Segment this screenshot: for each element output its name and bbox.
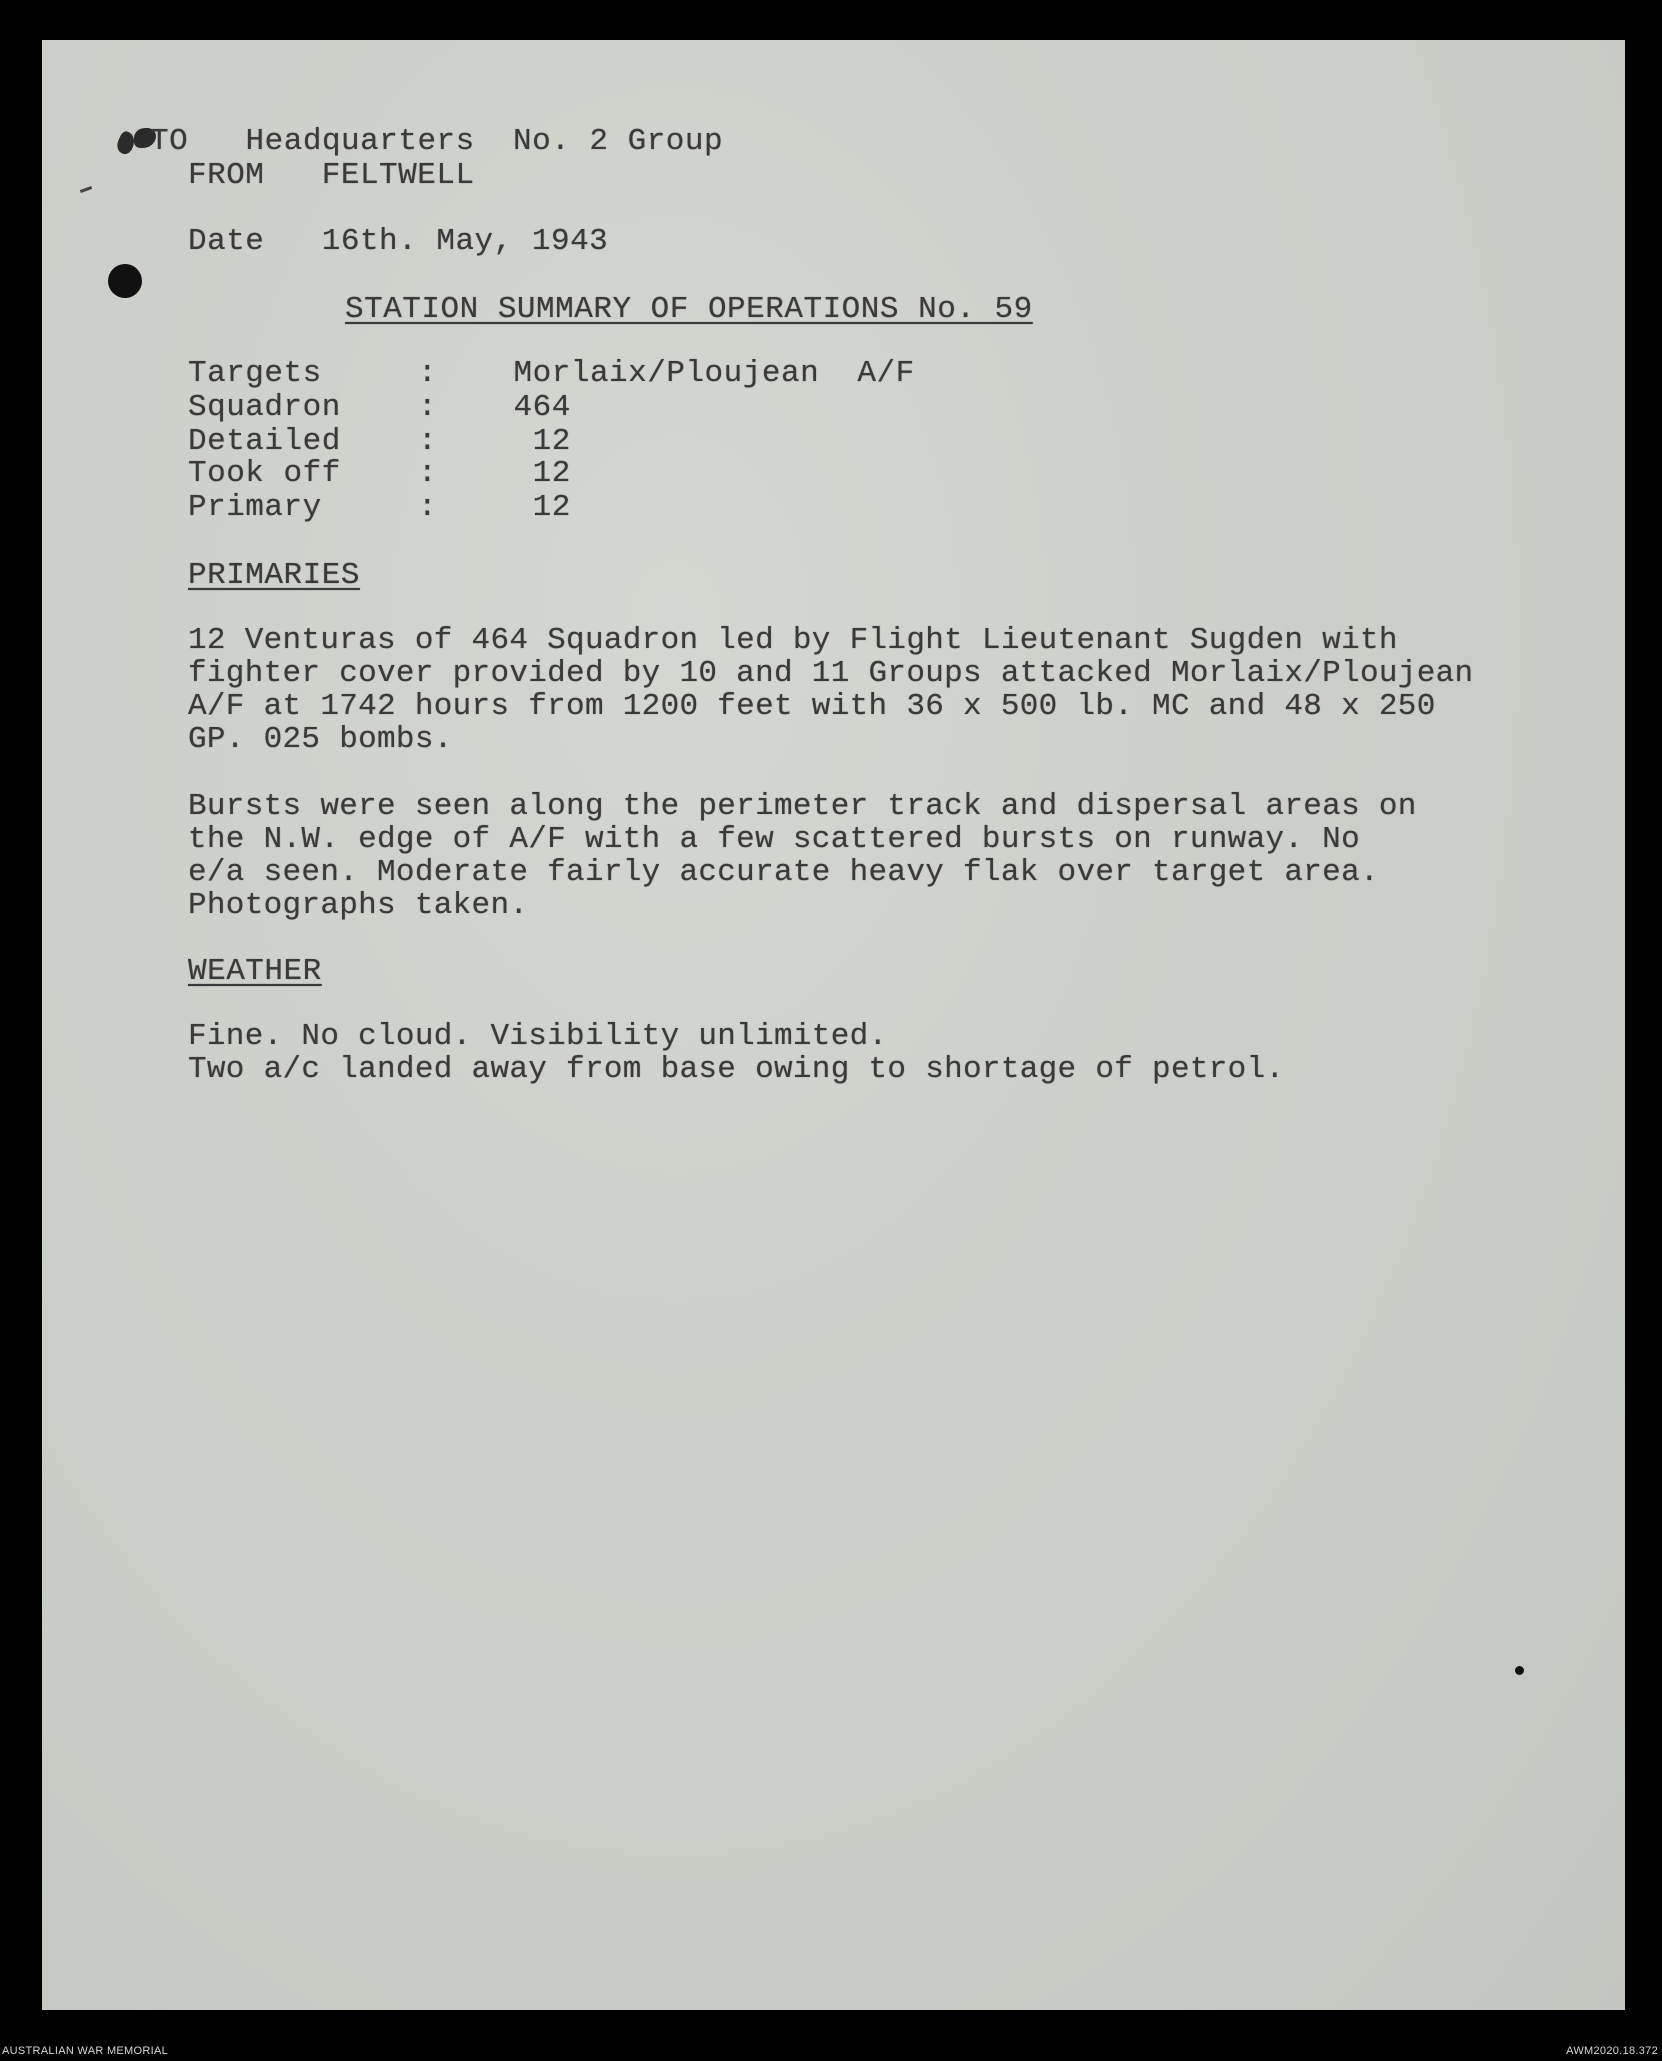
punch-hole <box>1515 1666 1524 1675</box>
date-line <box>188 224 608 260</box>
from-value: FELTWELL <box>321 158 475 193</box>
summary-value: 12 <box>513 456 571 491</box>
primaries-heading: PRIMARIES <box>188 558 360 593</box>
summary-sep: : <box>418 456 438 491</box>
summary-row-took-off <box>188 456 571 492</box>
summary-row-squadron <box>188 390 571 426</box>
primaries-paragraph-2: Bursts were seen along the perimeter track and dispersal areas on the N.W. edge of A/F with a few scattered bursts on runway. No e/a seen. Moderate fairly accurate heavy flak over target area. Photographs taken. <box>188 789 1417 923</box>
summary-label: Primary <box>188 490 322 525</box>
summary-value: Morlaix/Ploujean A/F <box>513 356 915 391</box>
date-value: 16th. May, 1943 <box>321 224 609 259</box>
punch-hole <box>108 264 142 298</box>
document-title: STATION SUMMARY OF OPERATIONS No. 59 <box>345 292 1033 327</box>
weather-paragraph: Fine. No cloud. Visibility unlimited. Two a/c landed away from base owing to shortage of petrol. <box>188 1019 1285 1087</box>
from-label: FROM <box>188 158 265 193</box>
summary-sep: : <box>418 390 438 425</box>
summary-value: 12 <box>513 424 571 459</box>
summary-sep: : <box>418 356 438 391</box>
summary-label: Squadron <box>188 390 341 425</box>
summary-label: Took off <box>188 456 341 491</box>
weather-heading: WEATHER <box>188 954 322 989</box>
to-label: TO <box>150 124 189 159</box>
summary-value: 12 <box>513 490 571 525</box>
summary-row-primary <box>188 490 571 526</box>
summary-row-targets <box>188 356 915 392</box>
to-value: Headquarters No. 2 Group <box>245 124 724 159</box>
footer-reference: AWM2020.18.372 <box>1566 2045 1658 2057</box>
summary-row-detailed <box>188 424 571 460</box>
to-line <box>150 124 723 160</box>
primaries-paragraph-1: 12 Venturas of 464 Squadron led by Flight Lieutenant Sugden with fighter cover provided by 10 and 11 Groups attacked Morlaix/Ploujean A/F at 1742 hours from 1200 feet with 36 x 500 lb. MC and 48 x 250 GP. 025 bombs. <box>188 623 1474 757</box>
summary-label: Detailed <box>188 424 341 459</box>
summary-value: 464 <box>513 390 571 425</box>
summary-sep: : <box>418 490 438 525</box>
summary-label: Targets <box>188 356 322 391</box>
summary-sep: : <box>418 424 438 459</box>
from-line <box>188 158 475 194</box>
footer-institution: AUSTRALIAN WAR MEMORIAL <box>2 2045 169 2057</box>
date-label: Date <box>188 224 265 259</box>
